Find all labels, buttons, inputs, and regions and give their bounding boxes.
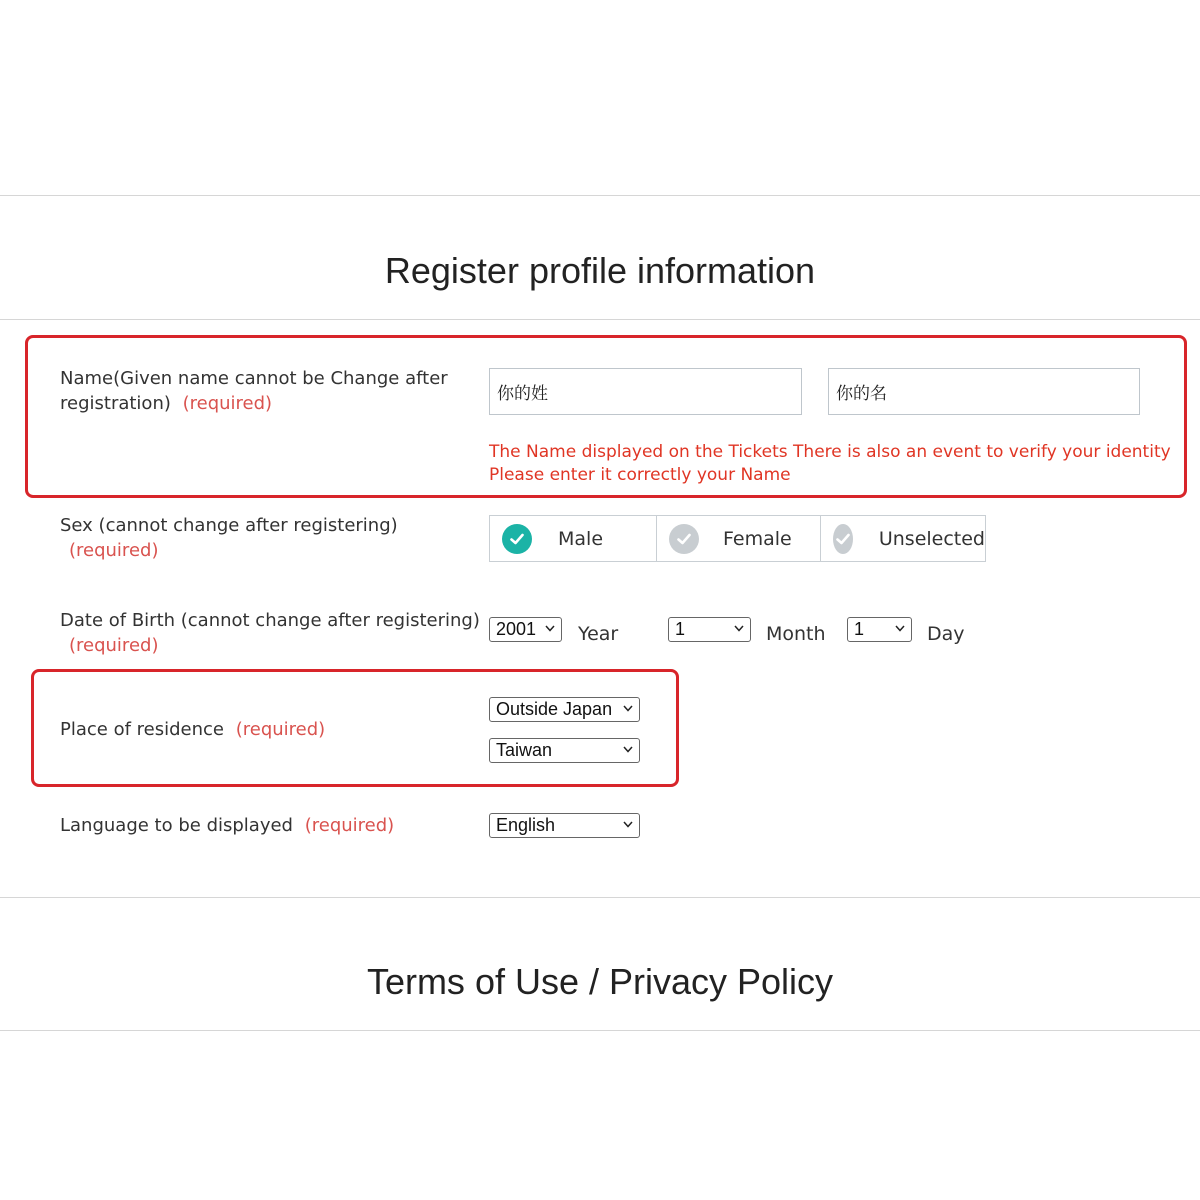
name-notice-line2: Please enter it correctly your Name (489, 465, 791, 485)
language-select[interactable] (489, 813, 640, 838)
language-label (60, 813, 480, 838)
dob-label (60, 608, 490, 658)
language-label-text: Language to be displayed (60, 815, 293, 836)
day-unit: Day (927, 623, 965, 645)
family-name-input[interactable] (489, 368, 802, 415)
chevron-down-icon (623, 821, 633, 828)
sex-option-male-label: Male (558, 527, 604, 550)
month-select[interactable] (668, 617, 751, 642)
year-select-value: 2001 (496, 619, 537, 639)
sex-option-unselected-label: Unselected (878, 527, 985, 550)
month-select-value: 1 (675, 619, 686, 639)
region-select[interactable] (489, 697, 640, 722)
sex-option-female-label: Female (723, 527, 792, 550)
day-select[interactable] (847, 617, 912, 642)
dob-label-text: Date of Birth (cannot change after registering) (60, 610, 480, 631)
chevron-down-icon (734, 625, 744, 632)
check-circle-icon (669, 524, 699, 554)
given-name-input[interactable] (828, 368, 1140, 415)
name-notice-line1: The Name displayed on the Tickets There is also an event to verify your identity (489, 442, 1171, 462)
dob-required: (required) (69, 635, 159, 656)
chevron-down-icon (545, 625, 555, 632)
sex-selector (489, 515, 986, 562)
name-label-text: Name(Given name cannot be Change after registration) (60, 368, 448, 414)
day-select-value: 1 (854, 619, 865, 639)
terms-divider (0, 1030, 1200, 1031)
check-circle-icon (502, 524, 532, 554)
top-divider (0, 195, 1200, 196)
residence-label-text: Place of residence (60, 719, 224, 740)
name-required: (required) (182, 393, 273, 414)
name-notice (489, 441, 1169, 487)
chevron-down-icon (623, 705, 633, 712)
month-unit: Month (766, 623, 826, 645)
language-select-value: English (496, 815, 556, 835)
chevron-down-icon (895, 625, 905, 632)
sex-option-male[interactable] (490, 516, 656, 561)
residence-required: (required) (235, 719, 326, 740)
sex-required: (required) (69, 540, 159, 561)
sex-label (60, 513, 480, 563)
name-label (60, 366, 470, 416)
check-circle-icon (833, 524, 853, 554)
language-required: (required) (304, 815, 395, 836)
sex-option-unselected[interactable] (820, 516, 985, 561)
year-unit: Year (578, 623, 619, 645)
country-select-value: Taiwan (496, 740, 553, 760)
chevron-down-icon (623, 746, 633, 753)
region-select-value: Outside Japan (496, 699, 613, 719)
form-bottom-divider (0, 897, 1200, 898)
country-select[interactable] (489, 738, 640, 763)
page-title: Register profile information (384, 250, 816, 291)
year-select[interactable] (489, 617, 562, 642)
sex-option-female[interactable] (656, 516, 820, 561)
terms-title[interactable]: Terms of Use / Privacy Policy (366, 961, 834, 1002)
title-divider (0, 319, 1200, 320)
sex-label-text: Sex (cannot change after registering) (60, 515, 398, 536)
residence-label (60, 717, 480, 742)
